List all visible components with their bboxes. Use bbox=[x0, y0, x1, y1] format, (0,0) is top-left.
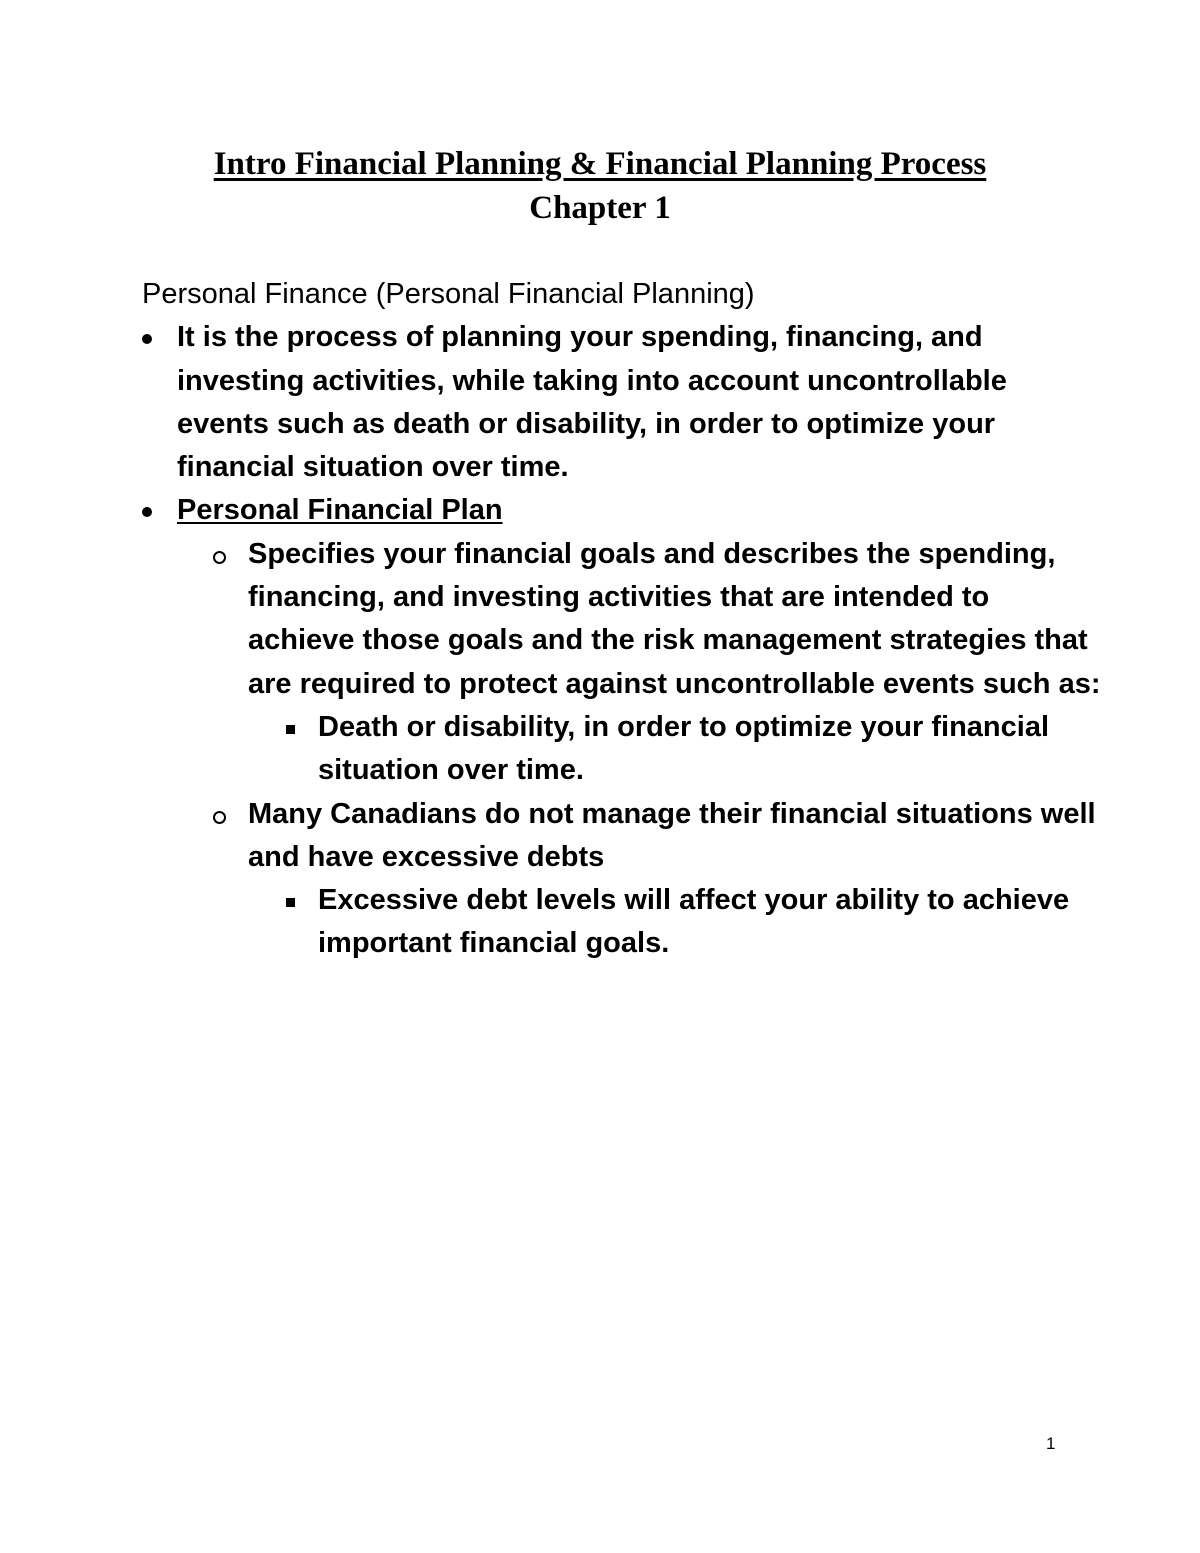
section-heading: Personal Finance (Personal Financial Planning) bbox=[142, 278, 755, 310]
title-main: Intro Financial Planning & Financial Planning Process bbox=[213, 146, 987, 182]
sub-sub-bullet-item bbox=[142, 879, 1102, 966]
bullet-disc-icon bbox=[142, 489, 152, 532]
sub-sub-bullet-item bbox=[142, 706, 1102, 793]
document-body bbox=[142, 273, 1102, 966]
sub-sub-bullet-text: Excessive debt levels will affect your ability to achieve important financial goals. bbox=[318, 884, 1070, 960]
sub-bullet-text: Many Canadians do not manage their financial situations well and have excessive debts bbox=[248, 797, 1096, 873]
bullet-disc-icon bbox=[142, 316, 152, 359]
bullet-text-underlined: Personal Financial Plan bbox=[177, 494, 503, 527]
bullet-text: It is the process of planning your spending, financing, and investing activities, while taking into account uncontrollable events such as death or disability, in order to optimize your financial situation over time. bbox=[177, 321, 1007, 484]
title-chapter: Chapter 1 bbox=[529, 190, 671, 226]
document-title bbox=[0, 142, 1200, 230]
sub-bullet-item bbox=[142, 793, 1102, 880]
bullet-square-icon bbox=[286, 879, 295, 922]
bullet-circle-icon bbox=[213, 533, 226, 576]
bullet-square-icon bbox=[286, 706, 295, 749]
bullet-circle-icon bbox=[213, 793, 226, 836]
sub-bullet-text: Specifies your financial goals and describes the spending, financing, and investing activities that are intended to achieve those goals and the risk management strategies that are required to protect against uncontrollable events such as: bbox=[248, 537, 1101, 700]
sub-sub-bullet-text: Death or disability, in order to optimize your financial situation over time. bbox=[318, 710, 1050, 787]
bullet-item bbox=[142, 316, 1102, 489]
page-number: 1 bbox=[1046, 1434, 1056, 1453]
bullet-item bbox=[142, 489, 1102, 532]
sub-bullet-item bbox=[142, 533, 1102, 706]
